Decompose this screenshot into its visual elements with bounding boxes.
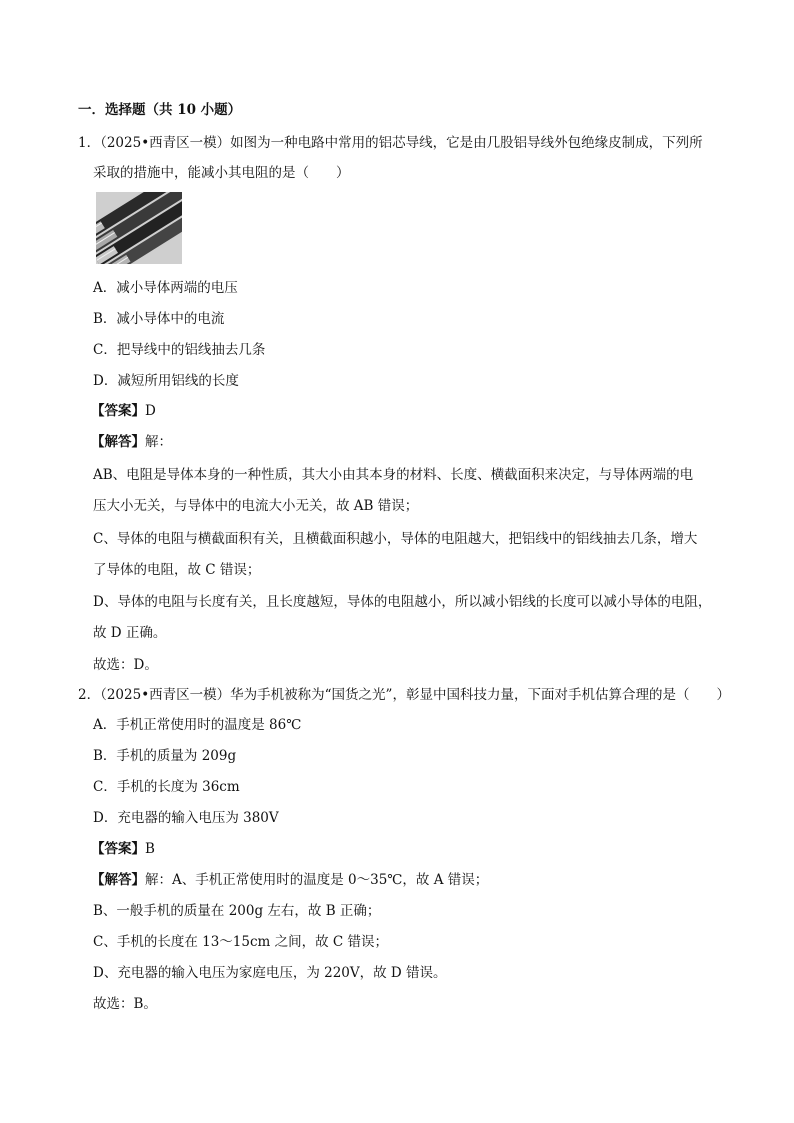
q1-analysis-line: 压大小无关，与导体中的电流大小无关，故 AB 错误； [93, 498, 419, 514]
q1-option-d: D．减短所用铝线的长度 [93, 373, 239, 389]
q2-analysis-line: C、手机的长度在 13～15cm 之间，故 C 错误； [93, 934, 389, 950]
q1-answer [91, 402, 156, 420]
q1-stem-line-2: 采取的措施中，能减小其电阻的是（ ） [93, 165, 350, 181]
q1-analysis-line: C、导体的电阻与横截面积有关，且横截面积越小，导体的电阻越大，把铝线中的铝线抽去几条，增大 [93, 531, 698, 547]
q2-answer [91, 840, 155, 858]
q2-stem-line-1: 2．（2025•西青区一模）华为手机被称为“国货之光”，彰显中国科技力量，下面对手机估算合理的是（ ） [78, 687, 730, 703]
q2-option-c: C．手机的长度为 36cm [93, 779, 240, 795]
q1-option-b: B．减小导体中的电流 [93, 311, 225, 327]
q1-analysis-line: AB、电阻是导体本身的一种性质，其大小由其本身的材料、长度、横截面积来决定，与导体两端的电 [93, 467, 694, 483]
analysis-label: 【解答】 [91, 434, 145, 450]
section-title: 一．选择题（共 10 小题） [78, 102, 242, 118]
answer-value: D [145, 403, 156, 419]
q1-analysis-line: 故 D 正确。 [93, 625, 167, 641]
answer-label: 【答案】 [91, 403, 145, 419]
analysis-intro: 解： [145, 434, 172, 450]
q1-analysis-line: D、导体的电阻与长度有关，且长度越短，导体的电阻越小，所以减小铝线的长度可以减小导体的电阻， [93, 594, 712, 610]
q2-analysis-line: B、一般手机的质量在 200g 左右，故 B 正确； [93, 903, 381, 919]
q2-option-d: D．充电器的输入电压为 380V [93, 810, 279, 826]
q1-analysis-line: 故选：D。 [93, 657, 158, 673]
q2-analysis-head [91, 871, 488, 889]
analysis-label: 【解答】 [91, 872, 145, 888]
answer-label: 【答案】 [91, 841, 145, 857]
q1-option-c: C．把导线中的铝线抽去几条 [93, 342, 266, 358]
answer-value: B [145, 841, 155, 857]
analysis-intro: 解：A、手机正常使用时的温度是 0～35℃，故 A 错误； [145, 872, 489, 888]
q2-analysis-line: 故选：B。 [93, 996, 157, 1012]
q2-analysis-line: D、充电器的输入电压为家庭电压，为 220V，故 D 错误。 [93, 965, 447, 981]
aluminum-core-wire-photo [96, 192, 182, 264]
q1-option-a: A．减小导体两端的电压 [93, 280, 238, 296]
q2-option-a: A．手机正常使用时的温度是 86℃ [93, 717, 302, 733]
q1-analysis-line: 了导体的电阻，故 C 错误； [93, 562, 261, 578]
q2-option-b: B．手机的质量为 209g [93, 748, 237, 764]
q1-stem-line-1: 1．（2025•西青区一模）如图为一种电路中常用的铝芯导线，它是由几股铝导线外包绝缘皮制成，下列所 [78, 135, 703, 151]
q1-analysis-head [91, 433, 172, 451]
